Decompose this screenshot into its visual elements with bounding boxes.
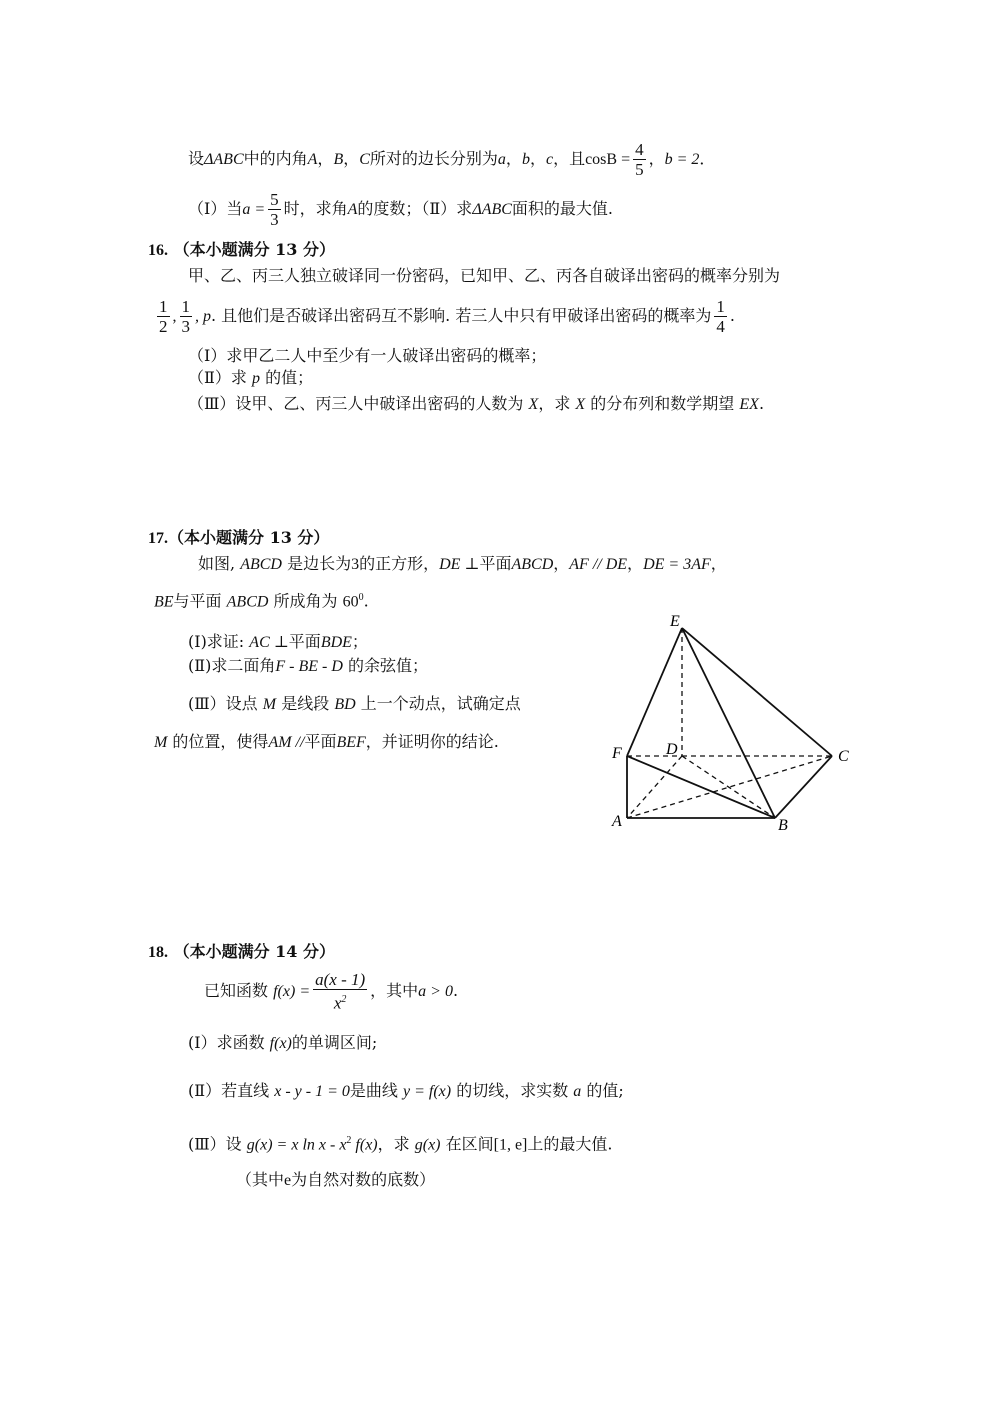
text: (Ⅰ）求函数 xyxy=(188,1033,265,1052)
q15-intro xyxy=(188,140,715,179)
math: g(x) xyxy=(414,1136,441,1154)
text: . xyxy=(758,394,765,413)
label-B: B xyxy=(778,817,788,834)
numerator: 5 xyxy=(270,190,279,209)
text: （Ⅲ）设甲、乙、丙三人中破译出密码的人数为 xyxy=(188,394,524,413)
text: 与平面 xyxy=(173,591,222,611)
q18-part1 xyxy=(188,1028,377,1059)
text: ， xyxy=(710,554,727,573)
text: 的正方形， xyxy=(359,554,440,573)
question-number: 17. xyxy=(148,530,168,547)
math: BDE xyxy=(320,634,352,651)
denominator: 3 xyxy=(270,210,279,229)
math: cosB = xyxy=(585,151,631,168)
label-D: D xyxy=(666,741,678,758)
geometry-figure xyxy=(600,608,880,843)
q18-part3 xyxy=(188,1126,612,1160)
math: X xyxy=(575,396,586,413)
math: B xyxy=(333,151,344,168)
text: 平面 xyxy=(479,554,512,573)
math: BEF xyxy=(336,734,366,751)
q18-title xyxy=(148,942,335,963)
text: ； xyxy=(351,632,368,651)
math: A xyxy=(347,201,358,218)
text: 的分布列和数学期望 xyxy=(590,394,735,413)
question-number: 16. xyxy=(148,242,168,259)
text: 所成角为 xyxy=(273,591,338,611)
text: 上的最大值. xyxy=(527,1134,613,1154)
text: 是边长为 xyxy=(287,554,352,573)
text: 的切线，求实数 xyxy=(456,1081,569,1100)
text: 是曲线 xyxy=(349,1081,398,1100)
math: ΔABC xyxy=(472,201,512,218)
text: 的度数；（Ⅱ）求 xyxy=(357,199,473,218)
text: , xyxy=(172,308,177,325)
math: EX xyxy=(739,396,759,413)
text: (Ⅱ)求二面角 xyxy=(188,656,276,675)
math: a xyxy=(573,1083,582,1100)
text: ，并证明你的结论. xyxy=(365,732,499,751)
text: (Ⅲ）设 xyxy=(188,1134,242,1154)
text: 的单调区间; xyxy=(291,1033,378,1052)
math: BE xyxy=(154,593,174,611)
text: ， xyxy=(648,149,665,168)
math: ABCD xyxy=(511,556,554,573)
score-note: （本小题满分 14 分） xyxy=(173,942,335,961)
question-number: 18. xyxy=(148,944,168,961)
text: . xyxy=(363,591,369,611)
q17-line1 xyxy=(198,554,727,575)
text: 上一个动点，试确定点 xyxy=(360,694,521,713)
text: （Ⅰ）当 xyxy=(188,199,243,218)
text: 的值； xyxy=(265,368,314,387)
text: (Ⅱ）若直线 xyxy=(188,1081,270,1100)
math: DE = 3AF xyxy=(643,556,711,573)
text: 是线段 xyxy=(281,694,330,713)
math: a = xyxy=(242,201,266,218)
text: 平面 xyxy=(304,732,337,751)
text: 的余弦值； xyxy=(348,656,429,675)
q17-part2 xyxy=(188,656,428,677)
text: 如图, xyxy=(198,554,236,573)
edge-EC xyxy=(682,628,832,756)
math: M xyxy=(154,734,168,751)
text: . xyxy=(452,980,459,1000)
fraction xyxy=(633,140,646,179)
text: ， xyxy=(553,554,570,573)
q16-part1: （Ⅰ）求甲乙二人中至少有一人破译出密码的概率； xyxy=(188,346,547,365)
fraction xyxy=(714,297,727,336)
text: (Ⅲ）设点 xyxy=(188,694,258,713)
q16-line2 xyxy=(154,296,735,337)
edge-EB xyxy=(682,628,775,818)
superscript: 2 xyxy=(346,1135,352,1146)
q18-note xyxy=(236,1170,435,1191)
numerator: 1 xyxy=(716,297,725,316)
math: , p xyxy=(195,308,211,325)
math: AF // DE xyxy=(569,556,628,573)
fraction xyxy=(157,297,170,336)
math: F - BE - D xyxy=(275,658,343,675)
hidden-edge-DB xyxy=(682,756,775,818)
numerator: 4 xyxy=(635,140,644,159)
math: a xyxy=(497,151,506,168)
numerator: 1 xyxy=(181,297,190,316)
math: a > 0 xyxy=(418,982,453,1000)
text: ，求 xyxy=(377,1134,410,1154)
math: AC ⊥ xyxy=(249,634,289,651)
math: [1, e] xyxy=(493,1136,528,1154)
superscript: 2 xyxy=(341,994,347,1005)
text: . 且他们是否破译出密码互不影响. 若三人中只有甲破译出密码的概率为 xyxy=(211,306,712,325)
text: (Ⅰ)求证: xyxy=(188,632,245,651)
text: ． xyxy=(699,149,716,168)
text: 的位置，使得 xyxy=(172,732,269,751)
text: 平面 xyxy=(288,632,321,651)
math: AM // xyxy=(268,734,305,751)
numerator: 1 xyxy=(159,297,168,316)
math: A xyxy=(307,151,318,168)
q15-part xyxy=(188,190,613,229)
q17-part1 xyxy=(188,632,368,653)
text: 在区间 xyxy=(445,1134,494,1154)
math: g(x) = x ln x - x xyxy=(246,1136,347,1154)
math: ABCD xyxy=(240,556,282,573)
label-A: A xyxy=(612,813,622,830)
q16-part2 xyxy=(188,368,313,389)
text: . xyxy=(729,306,735,325)
math: y = f(x) xyxy=(402,1083,452,1100)
q17-line2 xyxy=(154,588,369,612)
text: 的值; xyxy=(586,1081,624,1100)
text: 所对的边长分别为 xyxy=(369,149,498,168)
fraction xyxy=(313,970,367,1013)
text: ， xyxy=(343,149,360,168)
math: f(x) xyxy=(269,1035,292,1052)
q16-part3 xyxy=(188,394,764,415)
math: f(x) xyxy=(351,1136,378,1154)
q16-line1: 甲、乙、丙三人独立破译同一份密码，已知甲、乙、丙各自破译出密码的概率分别为 xyxy=(188,266,781,285)
text: 面积的最大值. xyxy=(511,199,614,218)
text: 为自然对数的底数） xyxy=(291,1170,436,1189)
text: 已知函数 xyxy=(204,980,269,1000)
math: ABCD xyxy=(226,593,269,611)
denominator: 5 xyxy=(635,160,644,179)
math: e xyxy=(284,1172,292,1189)
q16-title xyxy=(148,240,335,261)
q17-part3a xyxy=(188,694,521,715)
math: p xyxy=(251,370,260,387)
text: 时，求角 xyxy=(283,199,348,218)
math: b xyxy=(521,151,530,168)
label-E: E xyxy=(670,613,680,630)
q17-title xyxy=(148,528,329,549)
math: ΔABC xyxy=(204,151,244,168)
math: b = 2 xyxy=(664,151,700,168)
denominator: 2 xyxy=(159,317,168,336)
math: c xyxy=(545,151,554,168)
text: ， xyxy=(505,149,522,168)
fraction xyxy=(268,190,281,229)
score-note: （本小题满分 13 分） xyxy=(173,240,335,259)
text: ， xyxy=(627,554,644,573)
edge-BC xyxy=(775,756,832,818)
label-C: C xyxy=(838,748,849,765)
math: X xyxy=(528,396,539,413)
text: ，其中 xyxy=(370,980,419,1000)
fraction xyxy=(180,297,193,336)
denominator: 3 xyxy=(181,317,190,336)
text: 中的内角 xyxy=(243,149,308,168)
math: M xyxy=(262,696,277,713)
text: ，求 xyxy=(538,394,571,413)
numerator: a(x - 1) xyxy=(315,970,366,989)
text: ，且 xyxy=(553,149,586,168)
text: （Ⅱ）求 xyxy=(188,368,247,387)
hidden-edge-DA xyxy=(627,756,682,818)
q17-part3b xyxy=(154,732,499,753)
text: ， xyxy=(529,149,546,168)
math: BD xyxy=(334,696,356,713)
math: DE ⊥ xyxy=(439,556,480,573)
q18-part2 xyxy=(188,1076,624,1107)
denominator xyxy=(313,990,367,1013)
denominator: 4 xyxy=(716,317,725,336)
math: x xyxy=(333,993,342,1013)
math: 3 xyxy=(351,556,360,573)
label-F: F xyxy=(612,745,622,762)
text: ， xyxy=(317,149,334,168)
math: C xyxy=(359,151,370,168)
text: （其中 xyxy=(236,1170,285,1189)
math: x - y - 1 = 0 xyxy=(274,1083,350,1100)
q18-intro xyxy=(204,970,458,1013)
math: f(x) = xyxy=(273,982,311,1000)
superscript: 0 xyxy=(358,592,364,603)
edge-EA-top xyxy=(627,628,682,756)
math: 60 xyxy=(342,593,359,611)
text: 设 xyxy=(188,149,205,168)
edge-FB xyxy=(627,756,775,818)
score-note: （本小题满分 13 分） xyxy=(168,528,330,547)
